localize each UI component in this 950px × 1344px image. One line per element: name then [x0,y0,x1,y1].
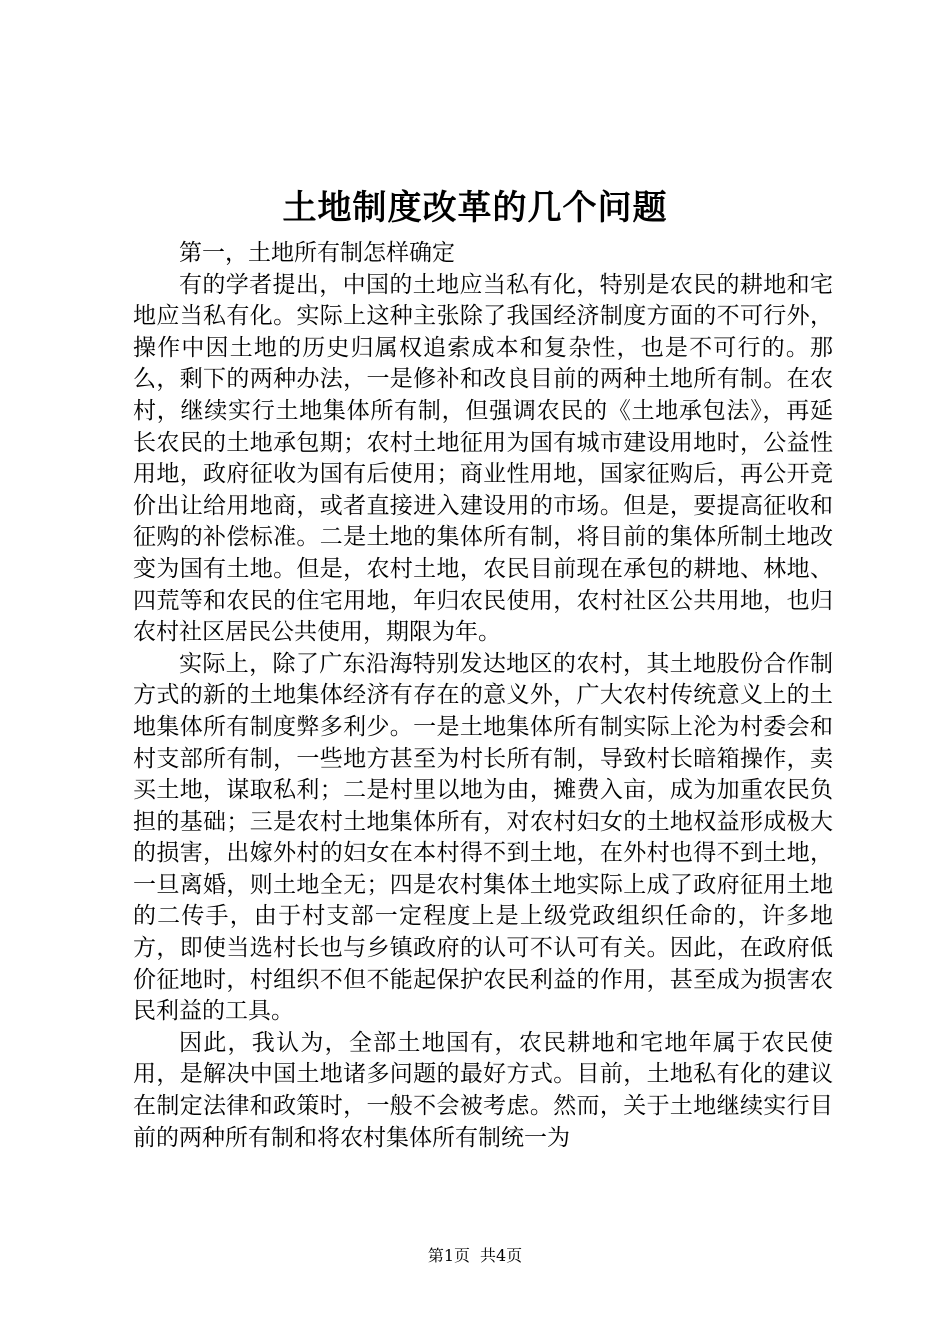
body-paragraph: 因此，我认为，全部土地国有，农民耕地和宅地年属于农民使用，是解决中国土地诸多问题的最好方式。目前，土地私有化的建议在制定法律和政策时，一般不会被考虑。然而，关于土地继续实行目前的两种所有制和将农村集体所有制统一为 [133,1029,833,1151]
body-paragraph: 有的学者提出，中国的土地应当私有化，特别是农民的耕地和宅地应当私有化。实际上这种主张除了我国经济制度方面的不可行外，操作中因土地的历史归属权追索成本和复杂性，也是不可行的。那么，剩下的两种办法，一是修补和改良目前的两种土地所有制。在农村，继续实行土地集体所有制，但强调农民的《土地承包法》，再延长农民的土地承包期；农村土地征用为国有城市建设用地时，公益性用地，政府征收为国有后使用；商业性用地，国家征购后，再公开竞价出让给用地商，或者直接进入建设用的市场。但是，要提高征收和征购的补偿标准。二是土地的集体所有制，将目前的集体所制土地改变为国有土地。但是，农村土地，农民目前现在承包的耕地、林地、四荒等和农民的住宅用地，年归农民使用，农村社区公共用地，也归农村社区居民公共使用，期限为年。 [133,271,833,646]
page-number: 第1页 [427,1246,470,1265]
document-body [133,238,833,1154]
page-total: 共4页 [480,1246,523,1265]
page-footer [0,1244,950,1268]
body-paragraph: 实际上，除了广东沿海特别发达地区的农村，其土地股份合作制方式的新的土地集体经济有存在的意义外，广大农村传统意义上的土地集体所有制度弊多利少。一是土地集体所有制实际上沦为村委会和村支部所有制，一些地方甚至为村长所有制，导致村长暗箱操作，卖买土地，谋取私利；二是村里以地为由，摊费入亩，成为加重农民负担的基础；三是农村土地集体所有，对农村妇女的土地权益形成极大的损害，出嫁外村的妇女在本村得不到土地，在外村也得不到土地，一旦离婚，则土地全无；四是农村集体土地实际上成了政府征用土地的二传手，由于村支部一定程度上是上级党政组织任命的，许多地方，即使当选村长也与乡镇政府的认可不认可有关。因此，在政府低价征地时，村组织不但不能起保护农民利益的作用，甚至成为损害农民利益的工具。 [133,650,833,1025]
document-title: 土地制度改革的几个问题 [282,188,668,228]
section-heading: 第一，土地所有制怎样确定 [179,240,455,266]
